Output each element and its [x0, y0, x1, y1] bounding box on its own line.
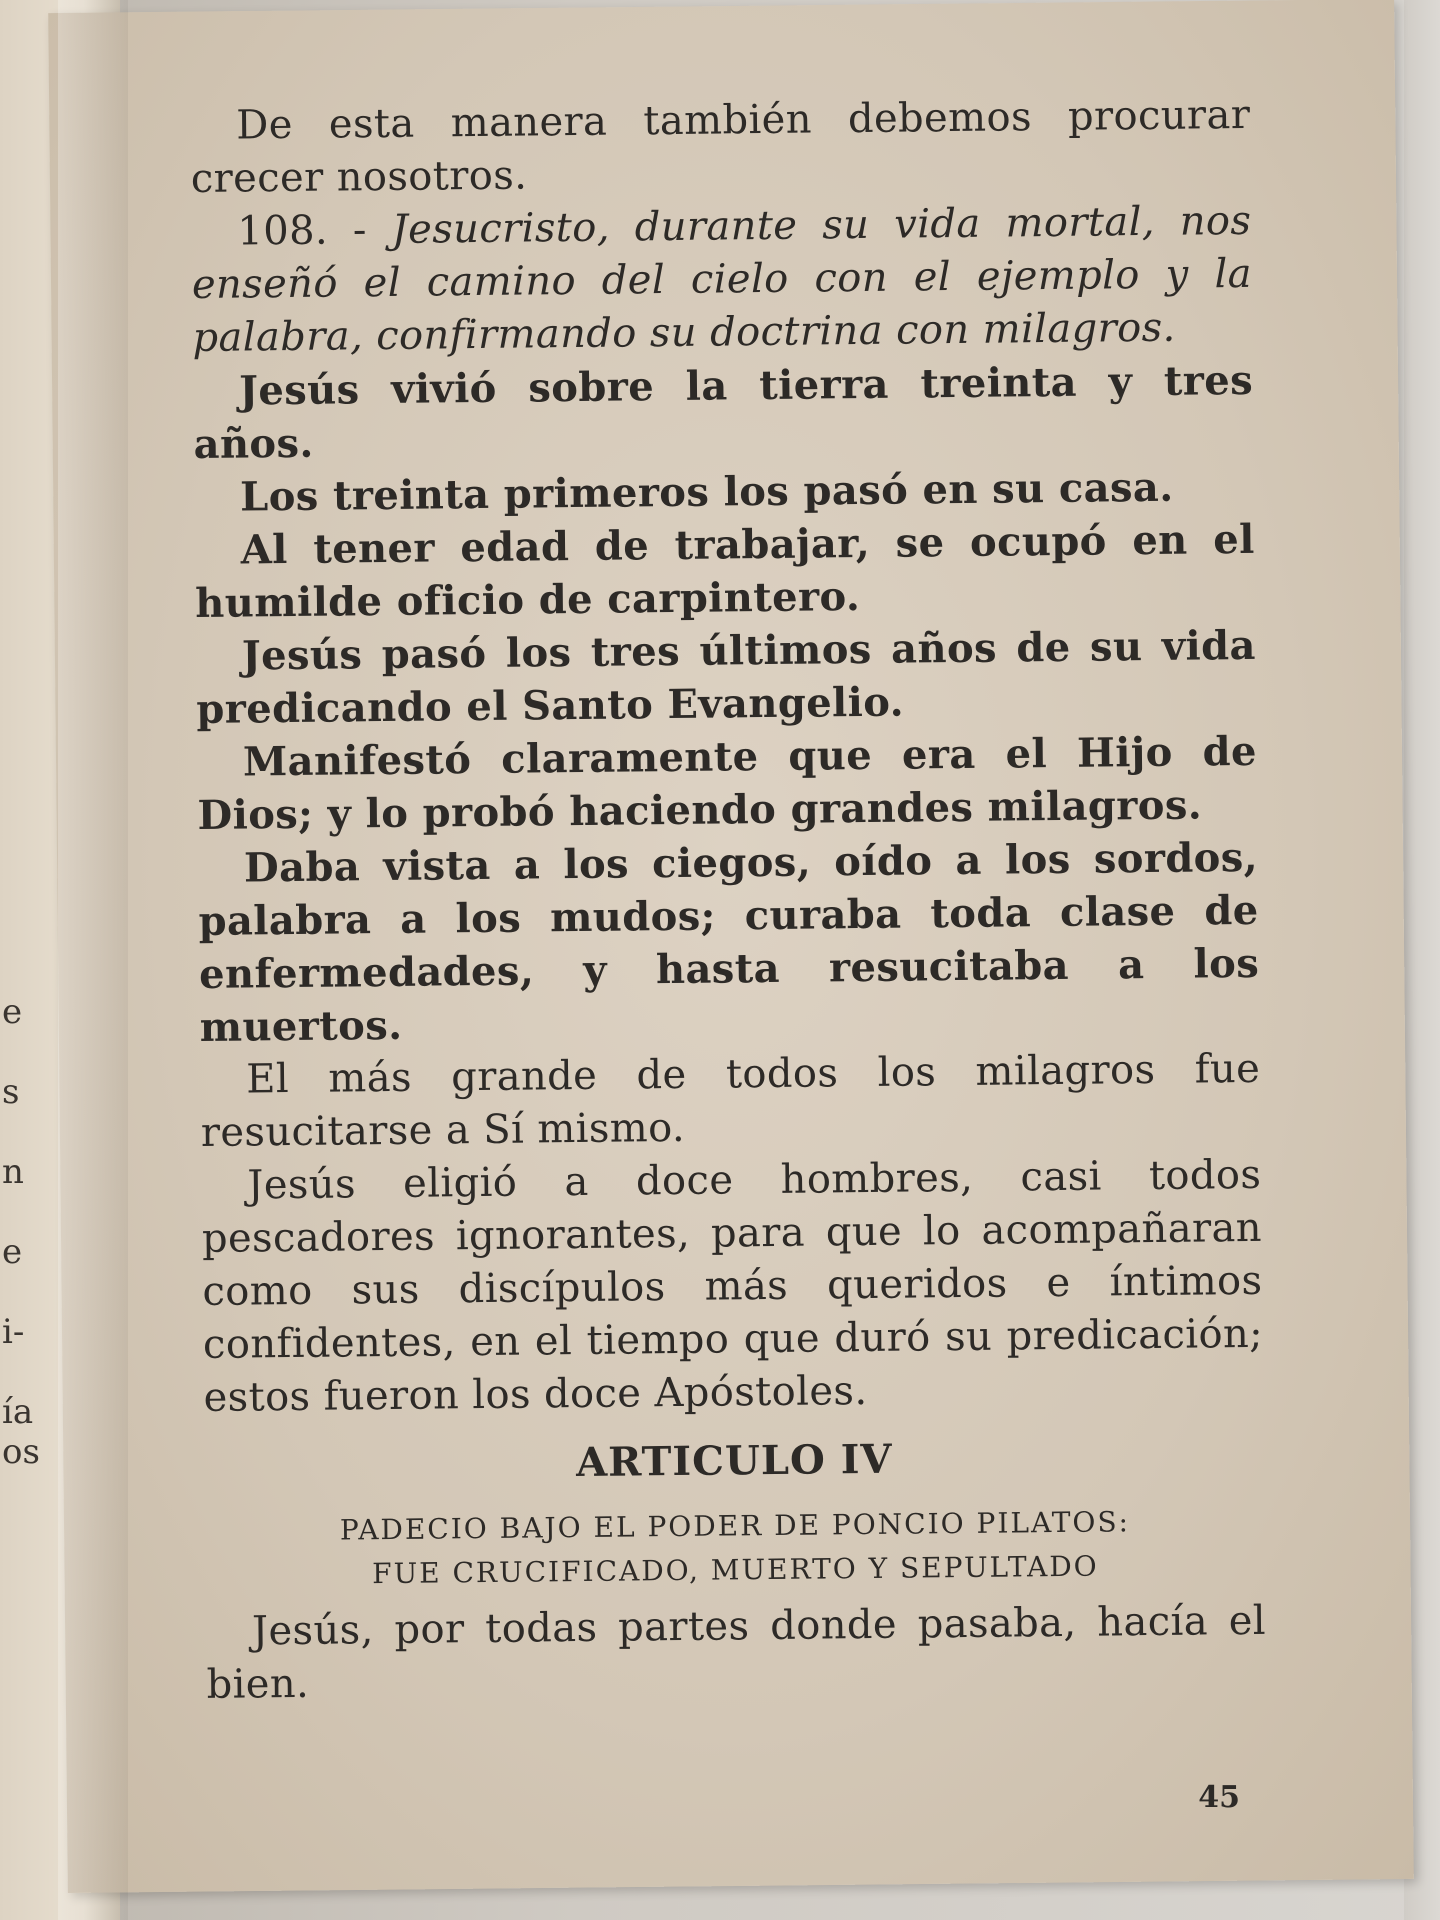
- previous-page-fragment: e: [2, 1232, 23, 1272]
- previous-page-fragment: os: [2, 1432, 40, 1472]
- paragraph: Manifestó claramente que era el Hijo de Dios; y lo probó haciendo grandes milagros.: [197, 727, 1258, 839]
- paragraph: Jesús, por todas partes donde pasaba, hacía el bien.: [206, 1597, 1267, 1708]
- previous-page-fragment: e: [2, 992, 23, 1032]
- paragraph: Jesús pasó los tres últimos años de su vida predicando el Santo Evangelio.: [196, 621, 1257, 733]
- previous-page-fragment: n: [2, 1152, 24, 1192]
- numbered-paragraph: [191, 195, 1253, 365]
- page-fold-shadow: [58, 0, 128, 1920]
- article-title: ARTICULO IV: [575, 1435, 893, 1487]
- paragraph-number: 108. -: [237, 207, 368, 255]
- article-subtitle-line: PADECIO BAJO EL PODER DE PONCIO PILATOS:: [339, 1505, 1131, 1547]
- paragraph: Los treinta primeros los pasó en su casa.: [239, 463, 1174, 521]
- previous-page-fragment: i-: [2, 1312, 25, 1352]
- previous-page-fragment: ía: [2, 1392, 34, 1432]
- page-number: 45: [1198, 1780, 1240, 1815]
- article-subtitle: [205, 1499, 1266, 1598]
- paragraph: Jesús eligió a doce hombres, casi todos pescadores ignorantes, para que lo acompañaran como sus discípulos más queridos e íntimos confidentes, en el tiempo que duró su predicación; estos fueron los doce Apóstoles.: [201, 1151, 1264, 1421]
- article-subtitle-line: FUE CRUCIFICADO, MUERTO Y SEPULTADO: [372, 1549, 1099, 1591]
- paragraph-text: Jesucristo, durante su vida mortal, nos enseñó el camino del cielo con el ejemplo y la palabra, confirmando su doctrina con milagros.: [191, 197, 1253, 361]
- paragraph: Al tener edad de trabajar, se ocupó en el humilde oficio de carpintero.: [195, 515, 1255, 627]
- paragraph: De esta manera también debemos procurar crecer nosotros.: [190, 91, 1251, 202]
- paragraph: Daba vista a los ciegos, oído a los sordos, palabra a los mudos; curaba toda clase de enfermedades, y hasta resucitaba a los muertos.: [198, 833, 1260, 1051]
- previous-page-fragment: s: [2, 1072, 20, 1112]
- paragraph: Jesús vivió sobre la tierra treinta y tres años.: [193, 356, 1254, 468]
- paragraph: El más grande de todos los milagros fue resucitarse a Sí mismo.: [200, 1045, 1261, 1156]
- page-content: [190, 89, 1267, 1712]
